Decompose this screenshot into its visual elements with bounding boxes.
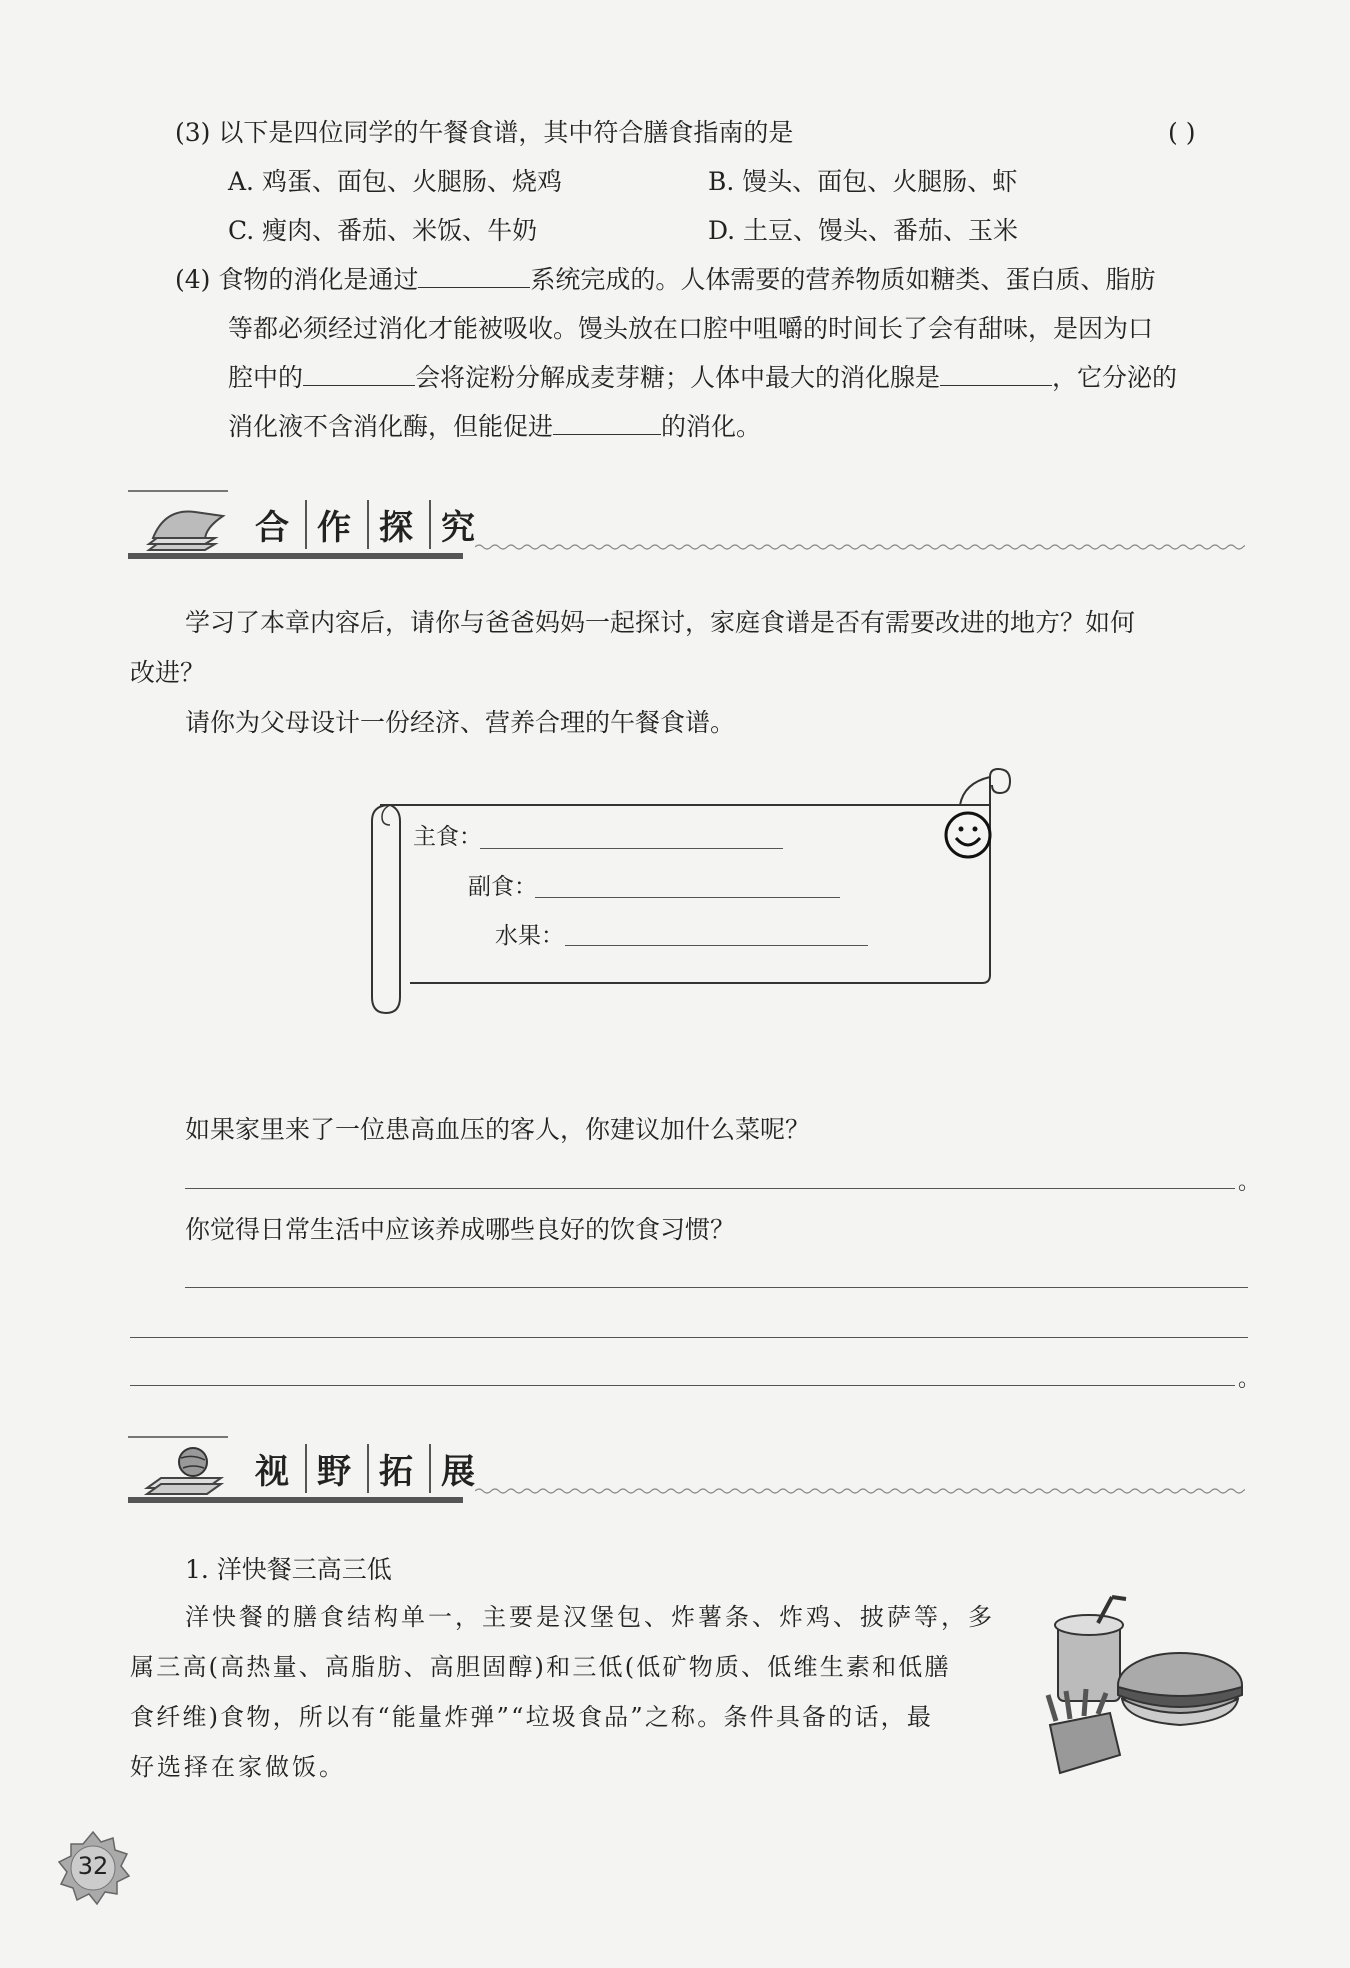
staple-label: 主食：	[413, 824, 482, 850]
question-4-number: (4)	[175, 265, 211, 294]
question-4-line-2: 等都必须经过消化才能被吸收。馒头放在口腔中咀嚼的时间长了会有甜味，是因为口	[228, 314, 1154, 343]
question-4-line-4	[228, 402, 761, 451]
question-4-text: 会将淀粉分解成麦芽糖；人体中最大的消化腺是	[415, 363, 941, 392]
books-icon	[135, 498, 235, 554]
option-b[interactable]: B. 馒头、面包、火腿肠、虾	[708, 167, 1018, 196]
section1-paragraph-1b: 改进？	[130, 658, 206, 687]
blank-liver[interactable]	[940, 355, 1052, 386]
question-3-text: 以下是四位同学的午餐食谱，其中符合膳食指南的是	[218, 118, 794, 147]
smiley-icon	[943, 810, 993, 860]
option-a[interactable]: A. 鸡蛋、面包、火腿肠、烧鸡	[228, 167, 562, 196]
question-3	[175, 108, 793, 157]
blank-digestive-system[interactable]	[418, 257, 530, 288]
fastfood-item-title: 1. 洋快餐三高三低	[185, 1555, 392, 1584]
section-title-cooperative-inquiry	[245, 500, 491, 549]
period-mark: 。	[1238, 1170, 1261, 1195]
wavy-divider	[475, 1486, 1245, 1496]
section-underbar	[128, 553, 463, 559]
question-4-text: 系统完成的。人体需要的营养物质如糖类、蛋白质、脂肪	[530, 265, 1156, 294]
globe-book-icon	[135, 1440, 235, 1498]
side-dish-answer-line[interactable]	[535, 897, 840, 898]
section-topbar	[128, 490, 228, 492]
title-char: 视	[245, 1444, 307, 1493]
blank-fat[interactable]	[553, 404, 661, 435]
fastfood-line-3: 食纤维)食物，所以有“能量炸弹”“垃圾食品”之称。条件具备的话，最	[130, 1703, 934, 1731]
question-3-number: (3)	[175, 118, 211, 147]
staple-answer-line[interactable]	[480, 848, 783, 849]
question-4-line-3	[228, 353, 1177, 402]
question-4-text: 消化液不含消化酶，但能促进	[228, 412, 554, 441]
title-char: 究	[441, 508, 481, 548]
section-topbar	[128, 1436, 228, 1438]
section1-paragraph-2: 请你为父母设计一份经济、营养合理的午餐食谱。	[185, 708, 736, 737]
question-4-text: 食物的消化是通过	[218, 265, 419, 294]
scroll-frame	[360, 765, 1015, 1015]
title-char: 探	[369, 500, 431, 549]
fruit-answer-line[interactable]	[565, 945, 868, 946]
fastfood-line-1: 洋快餐的膳食结构单一，主要是汉堡包、炸薯条、炸鸡、披萨等，多	[185, 1603, 995, 1631]
section-title-broaden-horizons	[245, 1444, 491, 1493]
question-4-text: 腔中的	[228, 363, 304, 392]
option-d[interactable]: D. 土豆、馒头、番茄、玉米	[708, 216, 1019, 245]
option-c[interactable]: C. 瘦肉、番茄、米饭、牛奶	[228, 216, 538, 245]
habits-answer-line-1[interactable]	[185, 1287, 1248, 1288]
page-number: 32	[77, 1852, 109, 1880]
fastfood-line-4: 好选择在家做饭。	[130, 1753, 346, 1781]
title-char: 野	[307, 1444, 369, 1493]
period-mark: 。	[1238, 1367, 1261, 1392]
title-char: 展	[441, 1452, 481, 1492]
fruit-label: 水果：	[495, 923, 564, 949]
blank-saliva[interactable]	[303, 355, 415, 386]
side-dish-label: 副食：	[468, 874, 537, 900]
answer-bracket[interactable]: ( )	[1168, 118, 1196, 147]
hypertension-answer-line[interactable]	[185, 1188, 1235, 1189]
question-eating-habits: 你觉得日常生活中应该养成哪些良好的饮食习惯？	[185, 1215, 736, 1244]
section-underbar	[128, 1497, 463, 1503]
question-4-line-1	[175, 255, 1155, 304]
habits-answer-line-2[interactable]	[130, 1337, 1248, 1338]
fastfood-illustration	[1020, 1595, 1250, 1785]
question-4-text: ，它分泌的	[1052, 363, 1178, 392]
title-char: 作	[307, 500, 369, 549]
fastfood-line-2: 属三高(高热量、高脂肪、高胆固醇)和三低(低矿物质、低维生素和低膳	[130, 1653, 951, 1681]
section1-paragraph-1: 学习了本章内容后，请你与爸爸妈妈一起探讨，家庭食谱是否有需要改进的地方？如何	[185, 608, 1136, 637]
question-4-text: 的消化。	[661, 412, 762, 441]
title-char: 合	[245, 500, 307, 549]
title-char: 拓	[369, 1444, 431, 1493]
question-hypertension: 如果家里来了一位患高血压的客人，你建议加什么菜呢？	[185, 1115, 811, 1144]
habits-answer-line-3[interactable]	[130, 1385, 1235, 1386]
wavy-divider	[475, 542, 1245, 552]
